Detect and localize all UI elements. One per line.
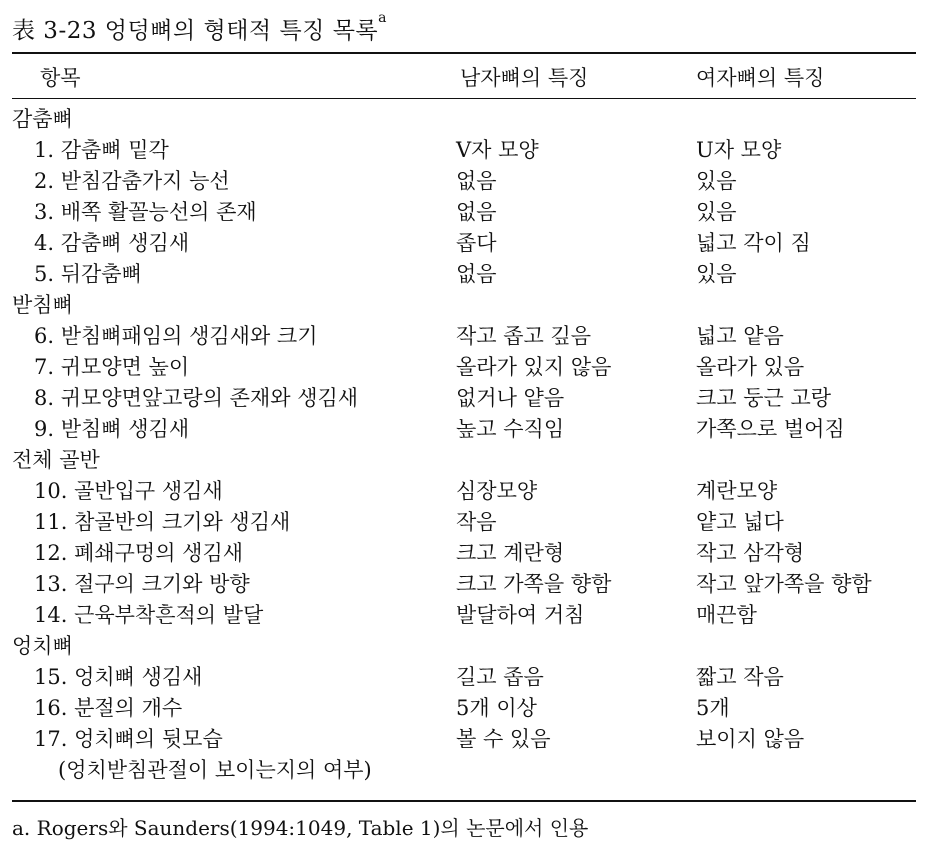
table-row — [12, 600, 916, 631]
cell-male: 없거나 얕음 — [456, 386, 565, 410]
cell-male: 발달하여 거침 — [456, 603, 585, 627]
cell-male: 없음 — [456, 262, 497, 286]
section-header-row — [12, 290, 916, 321]
table-row — [12, 476, 916, 507]
cell-item: 10. 골반입구 생김새 — [34, 479, 223, 503]
section-header-row — [12, 104, 916, 135]
table-row — [12, 662, 916, 693]
cell-male: 크고 가쪽을 향함 — [456, 572, 612, 596]
cell-item: 받침뼈 — [12, 293, 73, 317]
cell-female: 작고 앞가쪽을 향함 — [696, 572, 872, 596]
cell-female: 크고 둥근 고랑 — [696, 386, 832, 410]
caption-text: 表 3-23 엉덩뼈의 형태적 특징 목록 — [12, 18, 379, 44]
caption-footnote-marker: a — [378, 10, 387, 26]
header-female: 여자뼈의 특징 — [696, 66, 825, 90]
section-header-row — [12, 631, 916, 662]
cell-item: 14. 근육부착흔적의 발달 — [34, 603, 264, 627]
cell-male: 볼 수 있음 — [456, 727, 551, 751]
cell-female: 계란모양 — [696, 479, 778, 503]
bottom-rule — [12, 800, 916, 802]
cell-female: 얕고 넓다 — [696, 510, 784, 534]
footnote: a. Rogers와 Saunders(1994:1049, Table 1)의 논문에서 인용 — [12, 816, 589, 840]
table-body — [12, 104, 916, 786]
cell-female: 넓고 얕음 — [696, 324, 784, 348]
cell-male: 5개 이상 — [456, 696, 537, 720]
cell-male: 길고 좁음 — [456, 665, 544, 689]
cell-item: 11. 참골반의 크기와 생김새 — [34, 510, 291, 534]
table-row — [12, 352, 916, 383]
cell-item: 17. 엉치뼈의 뒷모습 — [34, 727, 223, 751]
cell-male: 크고 계란형 — [456, 541, 565, 565]
cell-item: 15. 엉치뼈 생김새 — [34, 665, 203, 689]
table-row — [12, 724, 916, 755]
cell-female: 보이지 않음 — [696, 727, 805, 751]
cell-male: 작고 좁고 깊음 — [456, 324, 592, 348]
table-row — [12, 166, 916, 197]
cell-item: 엉치뼈 — [12, 634, 73, 658]
table-row — [12, 321, 916, 352]
cell-item: 1. 감춤뼈 밑각 — [34, 138, 169, 162]
cell-male: 올라가 있지 않음 — [456, 355, 612, 379]
table-row — [12, 259, 916, 290]
cell-female: 매끈함 — [696, 603, 757, 627]
cell-male: V자 모양 — [456, 138, 539, 162]
cell-female: 있음 — [696, 262, 737, 286]
table-row — [12, 538, 916, 569]
cell-item: 16. 분절의 개수 — [34, 696, 183, 720]
cell-item: 5. 뒤감춤뼈 — [34, 262, 142, 286]
cell-female: U자 모양 — [696, 138, 782, 162]
cell-female: 있음 — [696, 200, 737, 224]
top-rule — [12, 52, 916, 54]
table-row — [12, 414, 916, 445]
cell-female: 올라가 있음 — [696, 355, 805, 379]
header-item: 항목 — [40, 66, 81, 90]
table-caption — [12, 12, 387, 45]
cell-female: 5개 — [696, 696, 730, 720]
cell-female: 있음 — [696, 169, 737, 193]
cell-item: 9. 받침뼈 생김새 — [34, 417, 190, 441]
table-row — [12, 693, 916, 724]
cell-female: 가쪽으로 벌어짐 — [696, 417, 845, 441]
table-row — [12, 507, 916, 538]
table-row — [12, 228, 916, 259]
cell-item: 12. 폐쇄구멍의 생김새 — [34, 541, 244, 565]
cell-item: 2. 받침감춤가지 능선 — [34, 169, 230, 193]
cell-male: 좁다 — [456, 231, 497, 255]
cell-male: 심장모양 — [456, 479, 538, 503]
header-male: 남자뼈의 특징 — [460, 66, 589, 90]
cell-item: 3. 배쪽 활꼴능선의 존재 — [34, 200, 257, 224]
header-rule — [12, 98, 916, 99]
cell-item: 8. 귀모양면앞고랑의 존재와 생김새 — [34, 386, 359, 410]
cell-item: (엉치받침관절이 보이는지의 여부) — [58, 758, 372, 782]
cell-item: 감춤뼈 — [12, 107, 73, 131]
cell-male: 없음 — [456, 169, 497, 193]
cell-female: 짧고 작음 — [696, 665, 784, 689]
cell-item: 6. 받침뼈패임의 생김새와 크기 — [34, 324, 318, 348]
cell-item: 13. 절구의 크기와 방향 — [34, 572, 250, 596]
cell-female: 넓고 각이 짐 — [696, 231, 811, 255]
table-row — [12, 135, 916, 166]
table-row — [12, 569, 916, 600]
table-row — [12, 383, 916, 414]
cell-female: 작고 삼각형 — [696, 541, 805, 565]
cell-item: 7. 귀모양면 높이 — [34, 355, 190, 379]
cell-male: 작음 — [456, 510, 497, 534]
cell-item: 4. 감춤뼈 생김새 — [34, 231, 190, 255]
cell-male: 없음 — [456, 200, 497, 224]
cell-male: 높고 수직임 — [456, 417, 565, 441]
section-header-row — [12, 445, 916, 476]
note-row — [12, 755, 916, 786]
table-row — [12, 197, 916, 228]
cell-item: 전체 골반 — [12, 448, 100, 472]
